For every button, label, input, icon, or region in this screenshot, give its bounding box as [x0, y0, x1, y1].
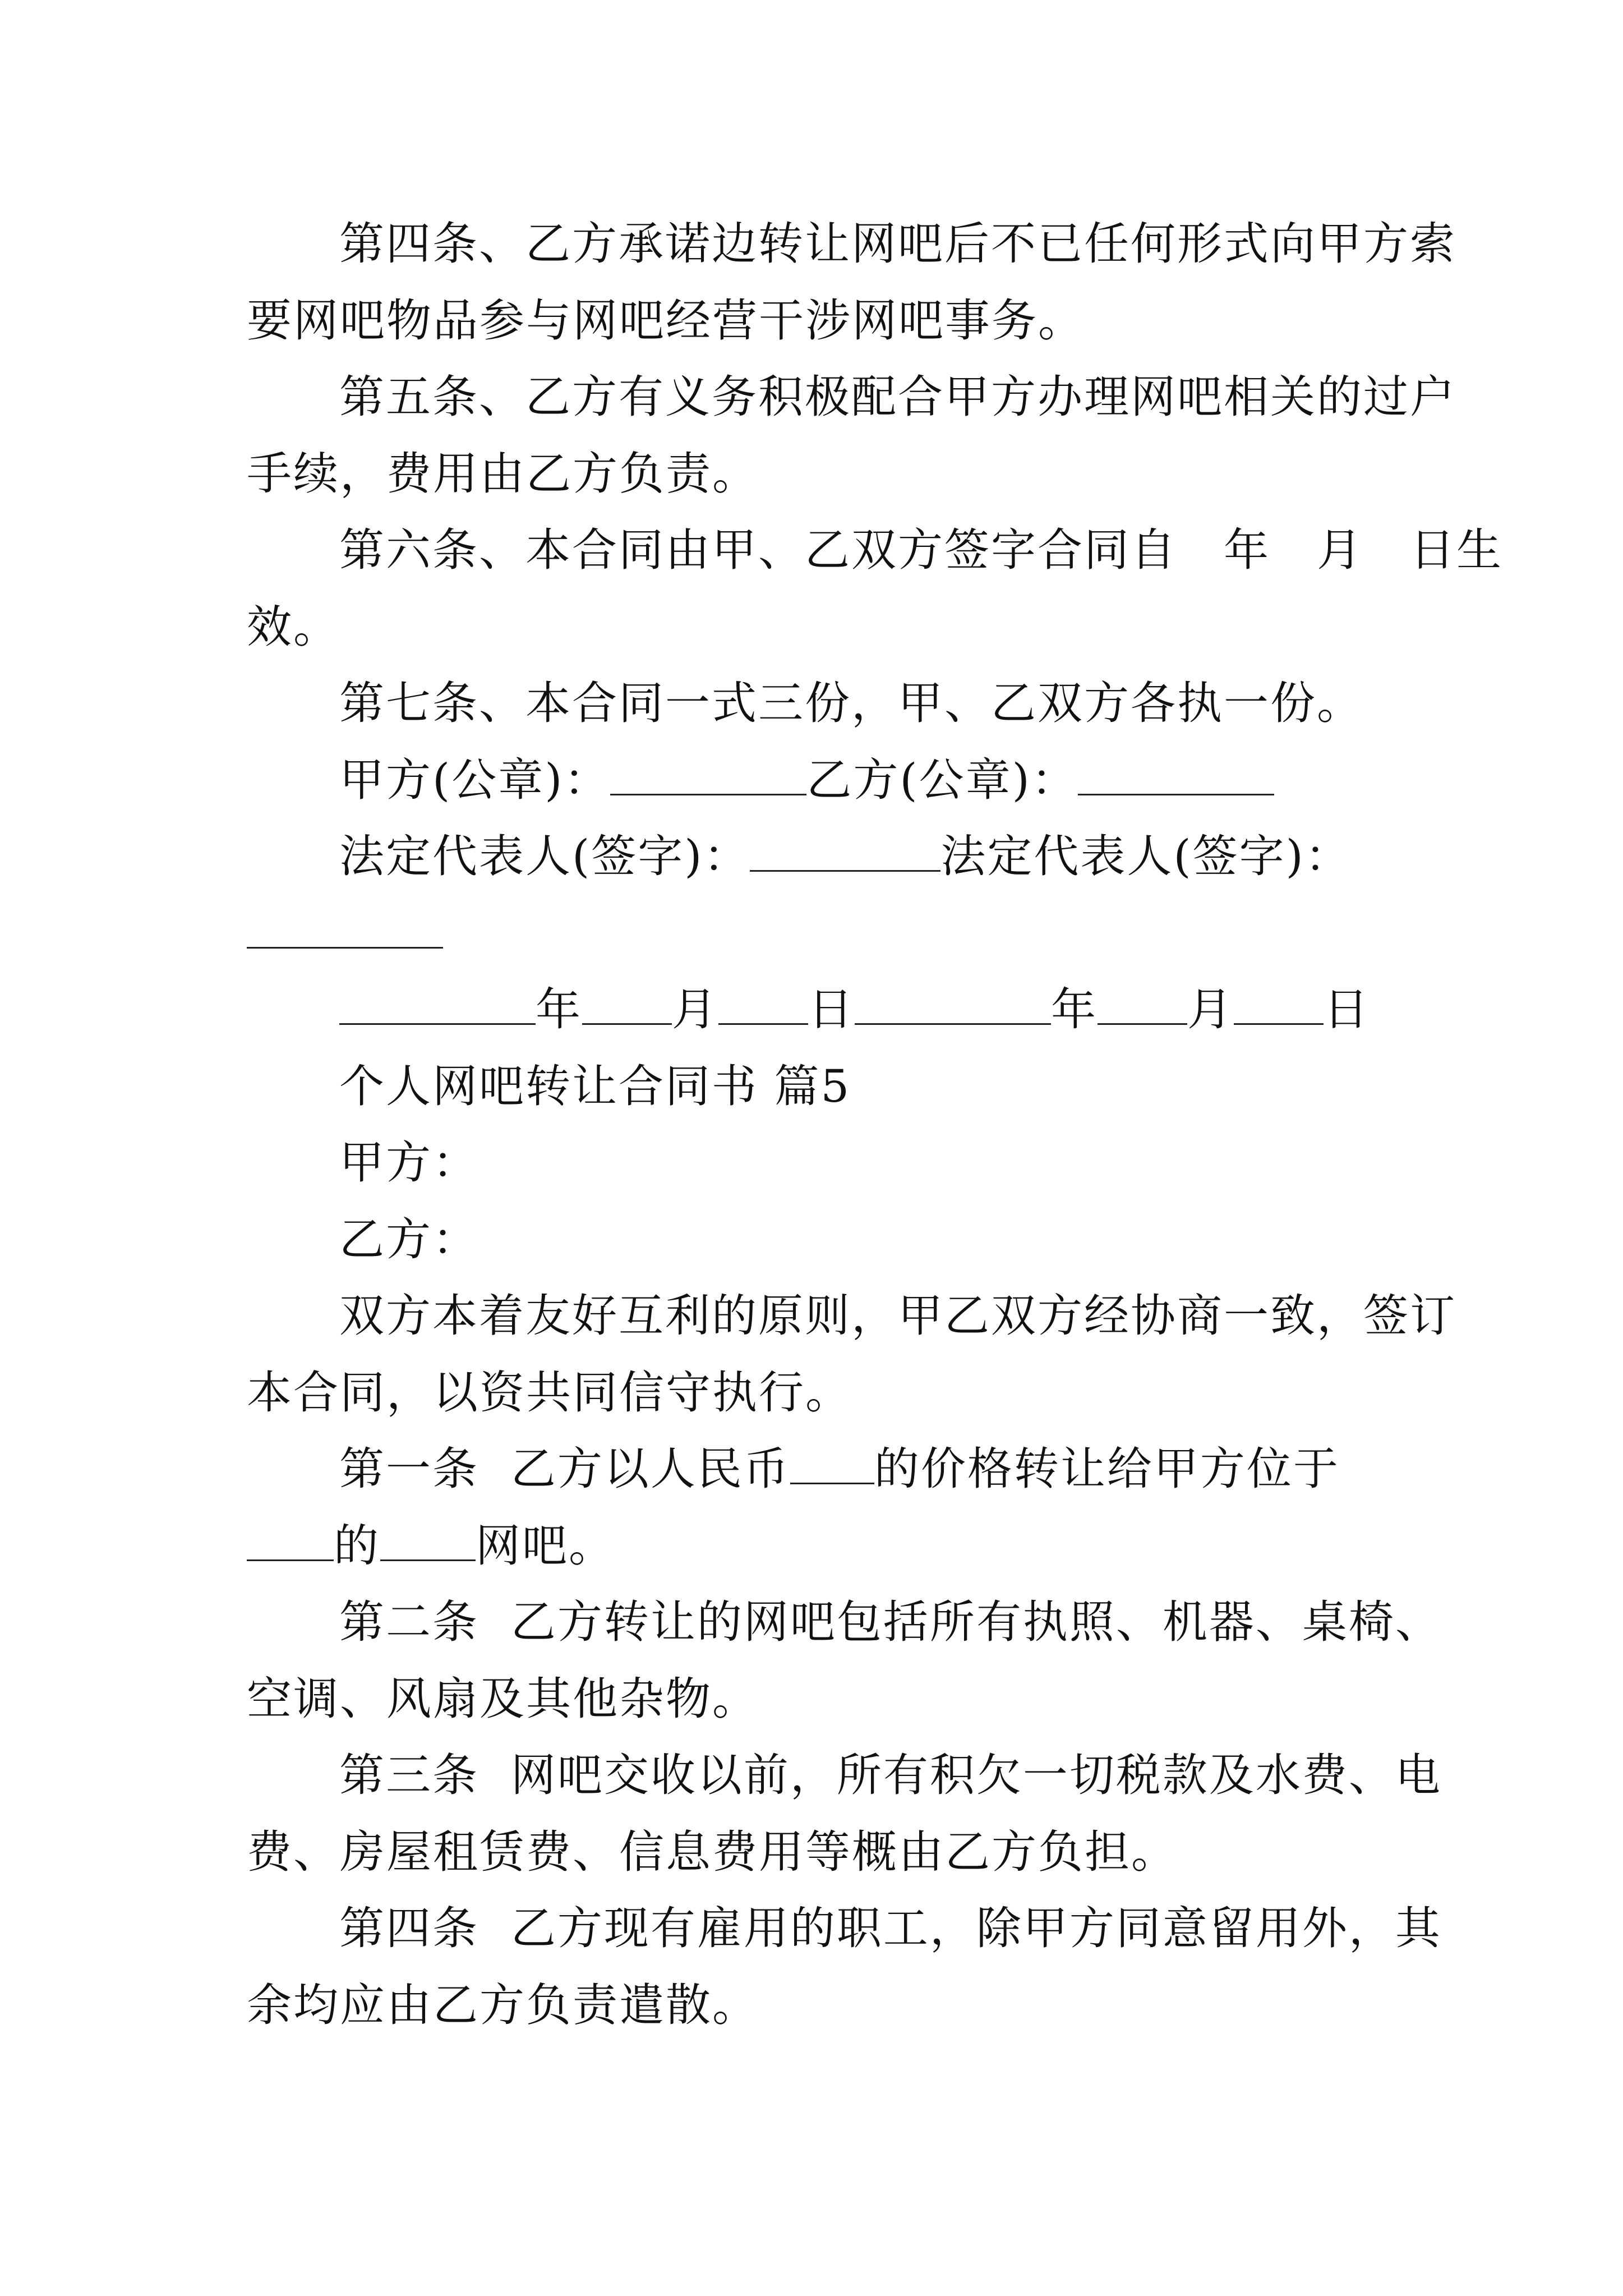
party-a-seal-label: 甲方(公章)： — [339, 754, 611, 806]
party-b-seal-blank[interactable] — [1078, 759, 1274, 795]
legal-rep-a-label: 法定代表人(签字)： — [339, 830, 750, 882]
date-line — [339, 983, 1370, 1036]
article-4-line-1: 第四条、乙方承诺边转让网吧后不已任何形式向甲方索 — [339, 218, 1456, 270]
price-blank[interactable] — [790, 1448, 874, 1484]
day-blank-b[interactable] — [1234, 988, 1324, 1025]
article-4b-line-2: 余均应由乙方负责遣散。 — [247, 1979, 759, 2031]
month-blank-b[interactable] — [1098, 988, 1187, 1025]
article-1-line-1 — [339, 1443, 1340, 1495]
month-label-b: 月 — [1187, 983, 1234, 1036]
year-blank-b[interactable] — [855, 988, 1051, 1025]
legal-rep-line — [339, 830, 1352, 882]
party-a-label: 甲方： — [339, 1137, 479, 1189]
party-b-label: 乙方： — [339, 1213, 479, 1266]
article-2-line-1: 第二条 乙方转让的网吧包括所有执照、机器、桌椅、 — [339, 1596, 1442, 1648]
seal-line — [339, 754, 1274, 806]
article-1-part-b: 的价格转让给甲方位于 — [874, 1443, 1340, 1495]
day-blank-a[interactable] — [718, 988, 808, 1025]
year-blank-a[interactable] — [339, 988, 536, 1025]
article-3-line-1: 第三条 网吧交收以前，所有积欠一切税款及水费、电 — [339, 1749, 1442, 1801]
article-1-part-c: 的 — [334, 1520, 380, 1572]
day-label-a: 日 — [808, 983, 855, 1036]
section-5-title: 个人网吧转让合同书 篇5 — [339, 1060, 851, 1112]
article-1-line-2 — [247, 1520, 615, 1572]
netcafe-name-blank[interactable] — [380, 1525, 476, 1561]
location-blank[interactable] — [247, 1525, 334, 1561]
legal-rep-b-blank[interactable] — [247, 912, 443, 949]
intro-line-1: 双方本着友好互利的原则，甲乙双方经协商一致，签订 — [339, 1290, 1456, 1342]
article-5-line-2: 手续，费用由乙方负责。 — [247, 448, 759, 500]
legal-rep-b-blank-line — [247, 911, 443, 956]
month-label-a: 月 — [672, 983, 718, 1036]
article-4-line-2: 要网吧物品参与网吧经营干涉网吧事务。 — [247, 295, 1085, 347]
party-a-seal-blank[interactable] — [610, 759, 806, 795]
article-3-line-2: 费、房屋租赁费、信息费用等概由乙方负担。 — [247, 1826, 1178, 1878]
article-6-line-2: 效。 — [247, 601, 340, 653]
article-5-line-1: 第五条、乙方有义务积极配合甲方办理网吧相关的过户 — [339, 371, 1456, 423]
year-label-a: 年 — [536, 983, 582, 1036]
article-1-part-a: 第一条 乙方以人民币 — [339, 1443, 790, 1495]
day-label-b: 日 — [1324, 983, 1370, 1036]
article-7-line: 第七条、本合同一式三份，甲、乙双方各执一份。 — [339, 677, 1363, 729]
legal-rep-b-label: 法定代表人(签字)： — [940, 830, 1352, 882]
article-2-line-2: 空调、风扇及其他杂物。 — [247, 1673, 759, 1725]
article-4b-line-1: 第四条 乙方现有雇用的职工，除甲方同意留用外，其 — [339, 1902, 1442, 1954]
party-b-seal-label: 乙方(公章)： — [806, 754, 1078, 806]
article-6-line-1: 第六条、本合同由甲、乙双方签字合同自 年 月 日生 — [339, 524, 1503, 576]
month-blank-a[interactable] — [582, 988, 672, 1025]
intro-line-2: 本合同，以资共同信守执行。 — [247, 1366, 852, 1419]
legal-rep-a-blank[interactable] — [750, 835, 940, 872]
year-label-b: 年 — [1051, 983, 1098, 1036]
article-1-part-d: 网吧。 — [476, 1520, 615, 1572]
